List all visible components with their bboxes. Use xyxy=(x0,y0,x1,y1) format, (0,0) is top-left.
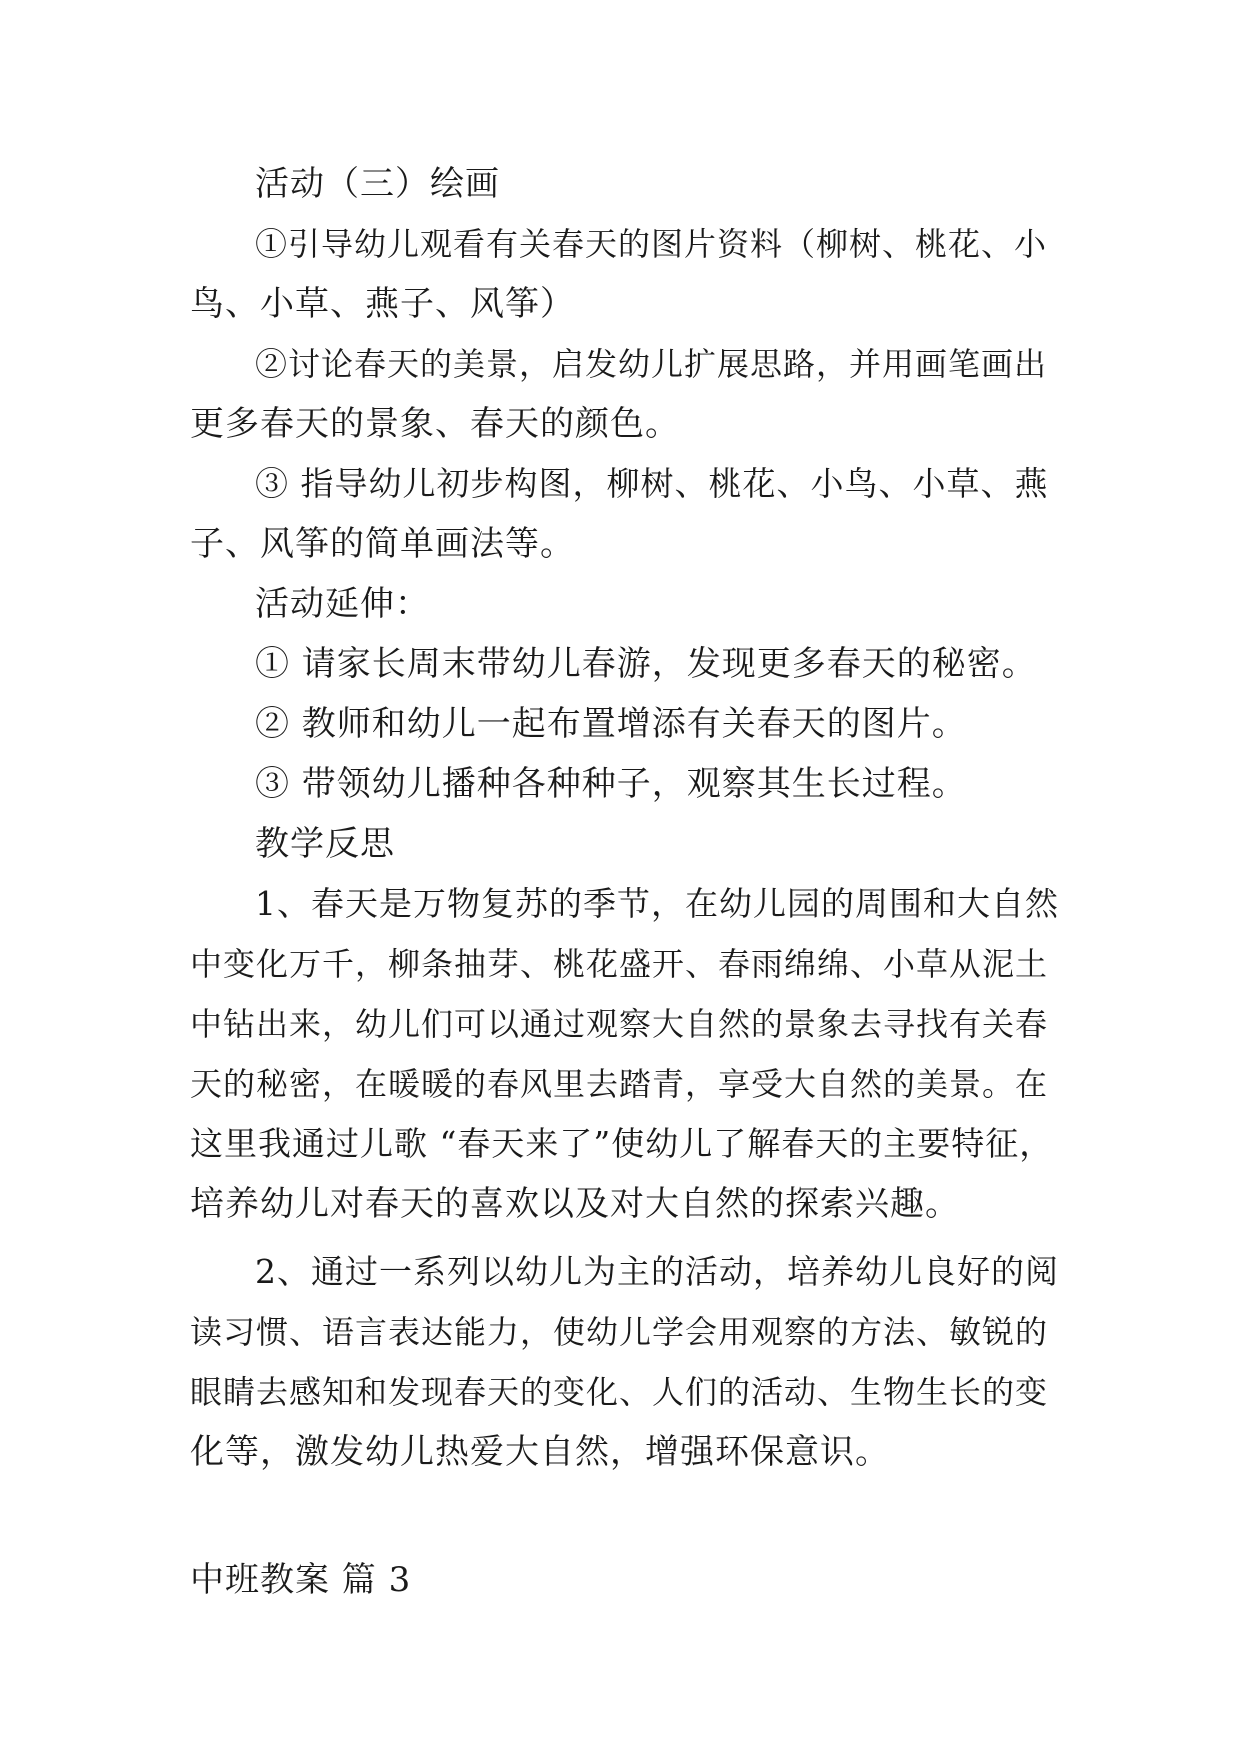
reflection-1-line5: 这里我通过儿歌 “春天来了”使幼儿了解春天的主要特征， xyxy=(190,1124,1054,1163)
reflection-2-line4: 化等，激发幼儿热爱大自然，增强环保意识。 xyxy=(190,1432,890,1472)
reflection-1-line4: 天的秘密，在暖暖的春风里去踏青，享受大自然的美景。在 xyxy=(190,1065,1049,1103)
item3-line2: 子、风筝的简单画法等。 xyxy=(190,524,575,564)
item1-line2: 鸟、小草、燕子、风筝） xyxy=(190,284,575,324)
reflection-1-line6: 培养幼儿对春天的喜欢以及对大自然的探索兴趣。 xyxy=(190,1184,960,1224)
reflection-title: 教学反思 xyxy=(255,824,395,864)
reflection-1-line1: 1、春天是万物复苏的季节，在幼儿园的周围和大自然 xyxy=(255,884,1059,923)
extension-item-3: ③ 带领幼儿播种各种种子，观察其生长过程。 xyxy=(255,764,967,804)
extension-title: 活动延伸： xyxy=(255,584,430,624)
item3-line1: ③ 指导幼儿初步构图，柳树、桃花、小鸟、小草、燕 xyxy=(255,464,1049,503)
item1-line1: ①引导幼儿观看有关春天的图片资料（柳树、桃花、小 xyxy=(255,225,1048,263)
extension-item-1: ① 请家长周末带幼儿春游，发现更多春天的秘密。 xyxy=(255,644,1037,684)
reflection-2-line3: 眼睛去感知和发现春天的变化、人们的活动、生物生长的变 xyxy=(190,1373,1049,1411)
extension-item-2: ② 教师和幼儿一起布置增添有关春天的图片。 xyxy=(255,704,967,744)
activity3-title: 活动（三）绘画 xyxy=(255,164,500,204)
next-section-title: 中班教案 篇 3 xyxy=(190,1560,412,1600)
reflection-2-line1: 2、通过一系列以幼儿为主的活动，培养幼儿良好的阅 xyxy=(255,1252,1059,1291)
reflection-1-line2: 中变化万千，柳条抽芽、桃花盛开、春雨绵绵、小草从泥土 xyxy=(190,945,1049,983)
item2-line2: 更多春天的景象、春天的颜色。 xyxy=(190,404,680,444)
reflection-2-line2: 读习惯、语言表达能力，使幼儿学会用观察的方法、敏锐的 xyxy=(190,1313,1049,1351)
item2-line1: ②讨论春天的美景，启发幼儿扩展思路，并用画笔画出 xyxy=(255,345,1048,383)
reflection-1-line3: 中钻出来，幼儿们可以通过观察大自然的景象去寻找有关春 xyxy=(190,1005,1049,1043)
